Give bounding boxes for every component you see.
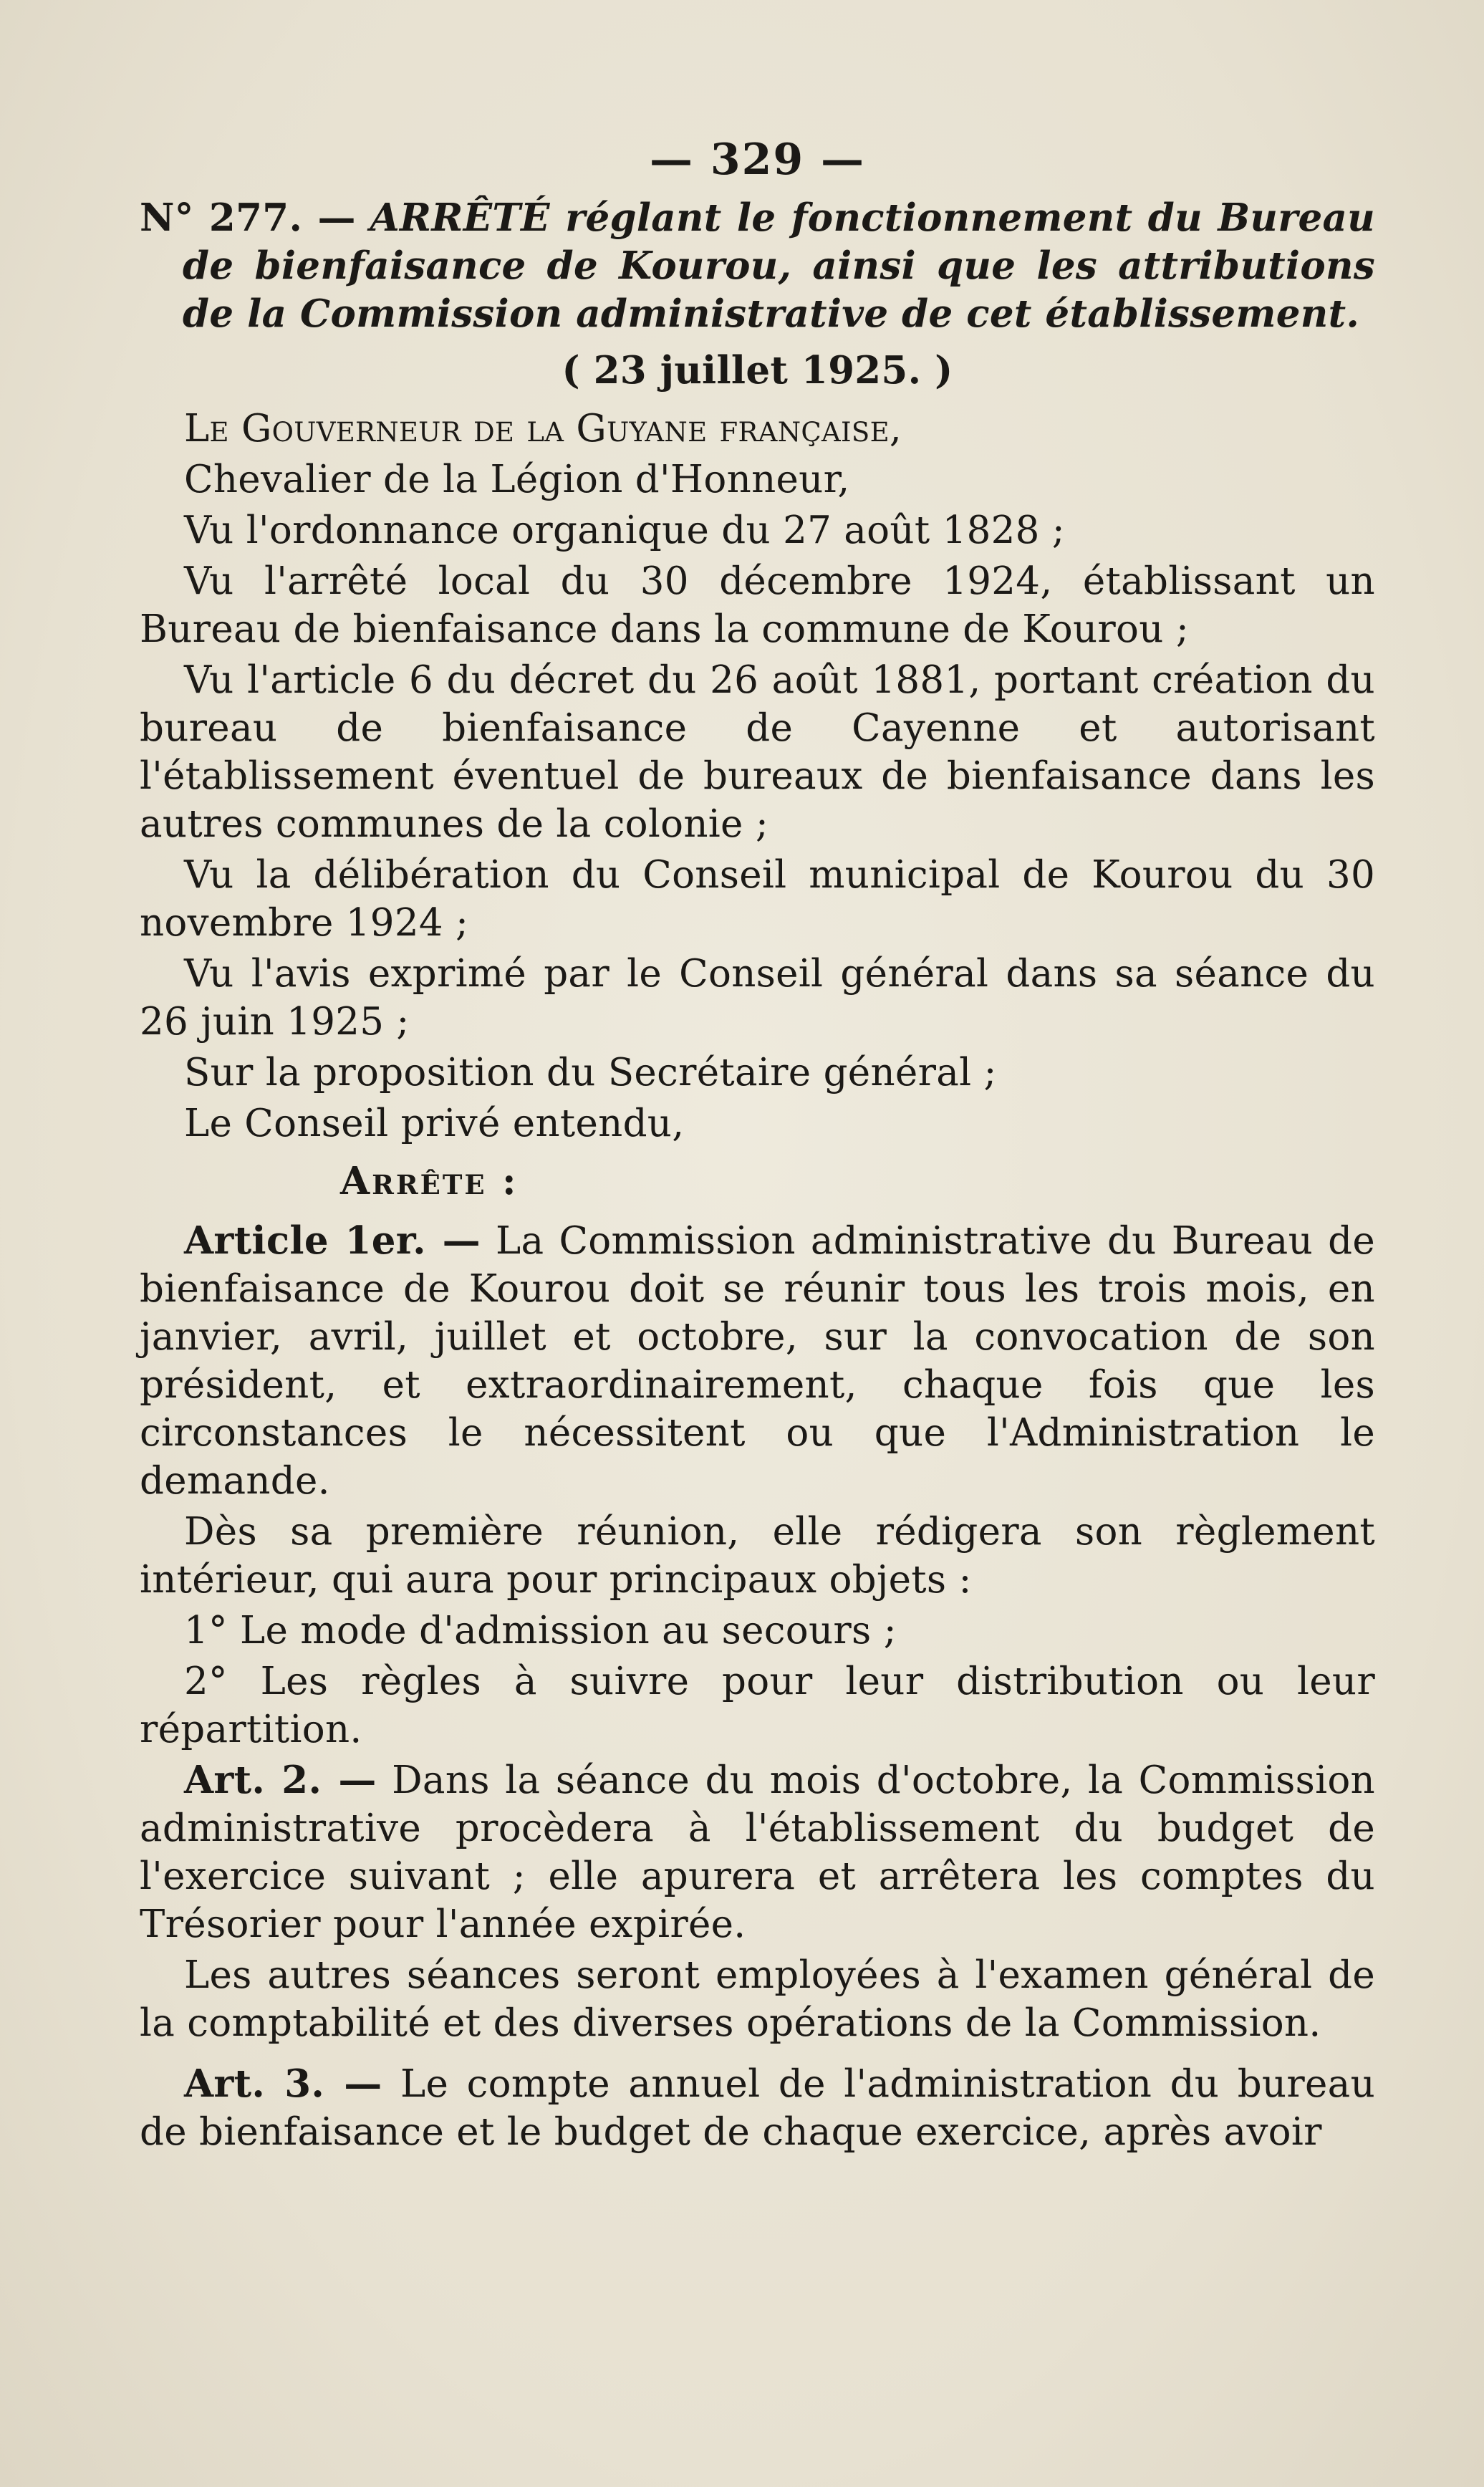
decree-title-text: ARRÊTÉ réglant le fonctionnement du Bureau de bienfaisance de Kourou, ainsi que les attributions de la Commission administrative de cet établissement. bbox=[183, 196, 1375, 336]
preamble-line: Le Gouverneur de la Guyane française, bbox=[184, 407, 902, 451]
decree-title bbox=[140, 194, 1375, 338]
preamble-line: Le Conseil privé entendu, bbox=[184, 1102, 685, 1145]
preamble-line: Vu l'ordonnance organique du 27 août 1828 ; bbox=[184, 509, 1065, 552]
decree-date: ( 23 juillet 1925. ) bbox=[562, 348, 953, 393]
article-3-label: Art. 3. — bbox=[184, 2062, 382, 2106]
article-2-paragraph: Les autres séances seront employées à l'examen général de la comptabilité et des diverses opérations de la Commission. bbox=[140, 1953, 1375, 2045]
article-1-label: Article 1er. — bbox=[184, 1218, 481, 1263]
article-2-text: Dans la séance du mois d'octobre, la Commission administrative procèdera à l'établissement du budget de l'exercice suivant ; elle apurera et arrêtera les comptes du Trésorier pour l'année expirée. bbox=[140, 1759, 1375, 1946]
preamble-line: Vu l'avis exprimé par le Conseil général dans sa séance du 26 juin 1925 ; bbox=[140, 952, 1375, 1044]
article-2-label: Art. 2. — bbox=[184, 1758, 377, 1802]
arrete-heading: Arrête : bbox=[340, 1159, 519, 1203]
article-2 bbox=[140, 1756, 1375, 1948]
preamble-line: Vu l'arrêté local du 30 décembre 1924, établissant un Bureau de bienfaisance dans la commune de Kourou ; bbox=[140, 559, 1375, 651]
article-1 bbox=[140, 1217, 1375, 1505]
preamble-line: Vu l'article 6 du décret du 26 août 1881, portant création du bureau de bienfaisance de Cayenne et autorisant l'établissement éventuel de bureaux de bienfaisance dans les autres communes de la colonie ; bbox=[140, 658, 1375, 846]
article-3 bbox=[140, 2060, 1375, 2156]
page-text bbox=[140, 136, 1375, 2159]
article-3-text: Le compte annuel de l'administration du bureau de bienfaisance et le budget de chaque exercice, après avoir bbox=[140, 2062, 1375, 2154]
article-1-item: 1° Le mode d'admission au secours ; bbox=[184, 1609, 897, 1653]
preamble-line: Sur la proposition du Secrétaire général ; bbox=[184, 1051, 997, 1095]
preamble-line: Vu la délibération du Conseil municipal de Kourou du 30 novembre 1924 ; bbox=[140, 853, 1375, 945]
article-1-text: La Commission administrative du Bureau de bienfaisance de Kourou doit se réunir tous les trois mois, en janvier, avril, juillet et octobre, sur la convocation de son président, et extraordinairement, chaque fois que les circonstances le nécessitent ou que l'Administration le demande. bbox=[140, 1219, 1375, 1503]
preamble-line: Chevalier de la Légion d'Honneur, bbox=[184, 458, 850, 501]
page-number: — 329 — bbox=[649, 135, 866, 185]
article-1-item: 2° Les règles à suivre pour leur distribution ou leur répartition. bbox=[140, 1660, 1375, 1751]
decree-number: N° 277. — bbox=[140, 196, 356, 240]
article-1-paragraph: Dès sa première réunion, elle rédigera son règlement intérieur, qui aura pour principaux objets : bbox=[140, 1510, 1375, 1602]
